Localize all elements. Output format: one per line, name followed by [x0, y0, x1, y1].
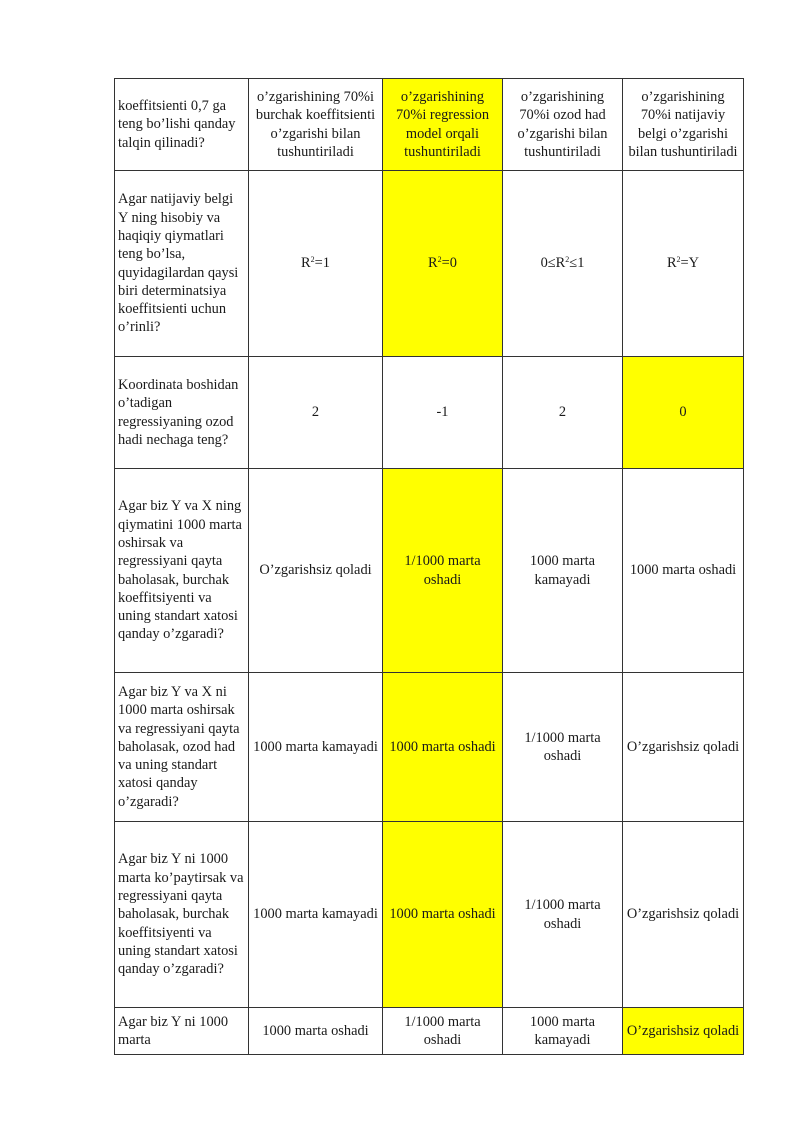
answer-option-c: $0\le R^2\le 1$: [503, 171, 623, 357]
answer-option-c: o’zgarishining 70%i ozod had o’zgarishi bilan tushuntiriladi: [503, 79, 623, 171]
question-row-4: [115, 469, 744, 673]
question-cell: Agar biz Y va X ni 1000 marta oshirsak va regressiyani qayta baholasak, ozod had va uning standart xatosi qanday o’zgaradi?: [115, 673, 249, 822]
answer-option-d: O’zgarishsiz qoladi: [623, 1008, 744, 1055]
quiz-table: [114, 78, 744, 1055]
answer-option-c: 1/1000 marta oshadi: [503, 673, 623, 822]
answer-option-a: o’zgarishining 70%i burchak koeffitsienti o’zgarishi bilan tushuntiriladi: [249, 79, 383, 171]
answer-option-d: 0: [623, 357, 744, 469]
question-row-5: [115, 673, 744, 822]
answer-option-a: 2: [249, 357, 383, 469]
answer-option-d: o’zgarishining 70%i natijaviy belgi o’zgarishi bilan tushuntiriladi: [623, 79, 744, 171]
answer-option-b: 1000 marta oshadi: [383, 822, 503, 1008]
answer-option-b: 1/1000 marta oshadi: [383, 469, 503, 673]
answer-option-c: 1000 marta kamayadi: [503, 1008, 623, 1055]
answer-option-d: O’zgarishsiz qoladi: [623, 822, 744, 1008]
question-cell: Agar biz Y va X ning qiymatini 1000 marta oshirsak va regressiyani qayta baholasak, burchak koeffitsiyenti va uning standart xatosi qanday o’zgaradi?: [115, 469, 249, 673]
answer-option-c: 1000 marta kamayadi: [503, 469, 623, 673]
question-cell: Agar biz Y ni 1000 marta: [115, 1008, 249, 1055]
answer-option-b: 1000 marta oshadi: [383, 673, 503, 822]
answer-option-a: 1000 marta oshadi: [249, 1008, 383, 1055]
answer-option-a: O’zgarishsiz qoladi: [249, 469, 383, 673]
answer-option-b: -1: [383, 357, 503, 469]
answer-option-d: O’zgarishsiz qoladi: [623, 673, 744, 822]
question-cell: Agar biz Y ni 1000 marta ko’paytirsak va regressiyani qayta baholasak, burchak koeffitsiyenti va uning standart xatosi qanday o’zgaradi?: [115, 822, 249, 1008]
question-cell: Agar natijaviy belgi Y ning hisobiy va haqiqiy qiymatlari teng bo’lsa, quyidagilardan qaysi biri determinatsiya koeffitsienti uchun o’rinli?: [115, 171, 249, 357]
question-row-1: [115, 79, 744, 171]
question-row-3: [115, 357, 744, 469]
answer-option-c: 1/1000 marta oshadi: [503, 822, 623, 1008]
answer-option-a: $R^2=1$: [249, 171, 383, 357]
question-cell: koeffitsienti 0,7 ga teng bo’lishi qanday talqin qilinadi?: [115, 79, 249, 171]
answer-option-d: $R^2=Y$: [623, 171, 744, 357]
answer-option-a: 1000 marta kamayadi: [249, 822, 383, 1008]
question-row-2: [115, 171, 744, 357]
answer-option-a: 1000 marta kamayadi: [249, 673, 383, 822]
answer-option-d: 1000 marta oshadi: [623, 469, 744, 673]
question-row-7: [115, 1008, 744, 1055]
answer-option-b: $R^2=0$: [383, 171, 503, 357]
answer-option-b: 1/1000 marta oshadi: [383, 1008, 503, 1055]
answer-option-b: o’zgarishining 70%i regression model orqali tushuntiriladi: [383, 79, 503, 171]
question-cell: Koordinata boshidan o’tadigan regressiyaning ozod hadi nechaga teng?: [115, 357, 249, 469]
answer-option-c: 2: [503, 357, 623, 469]
question-row-6: [115, 822, 744, 1008]
